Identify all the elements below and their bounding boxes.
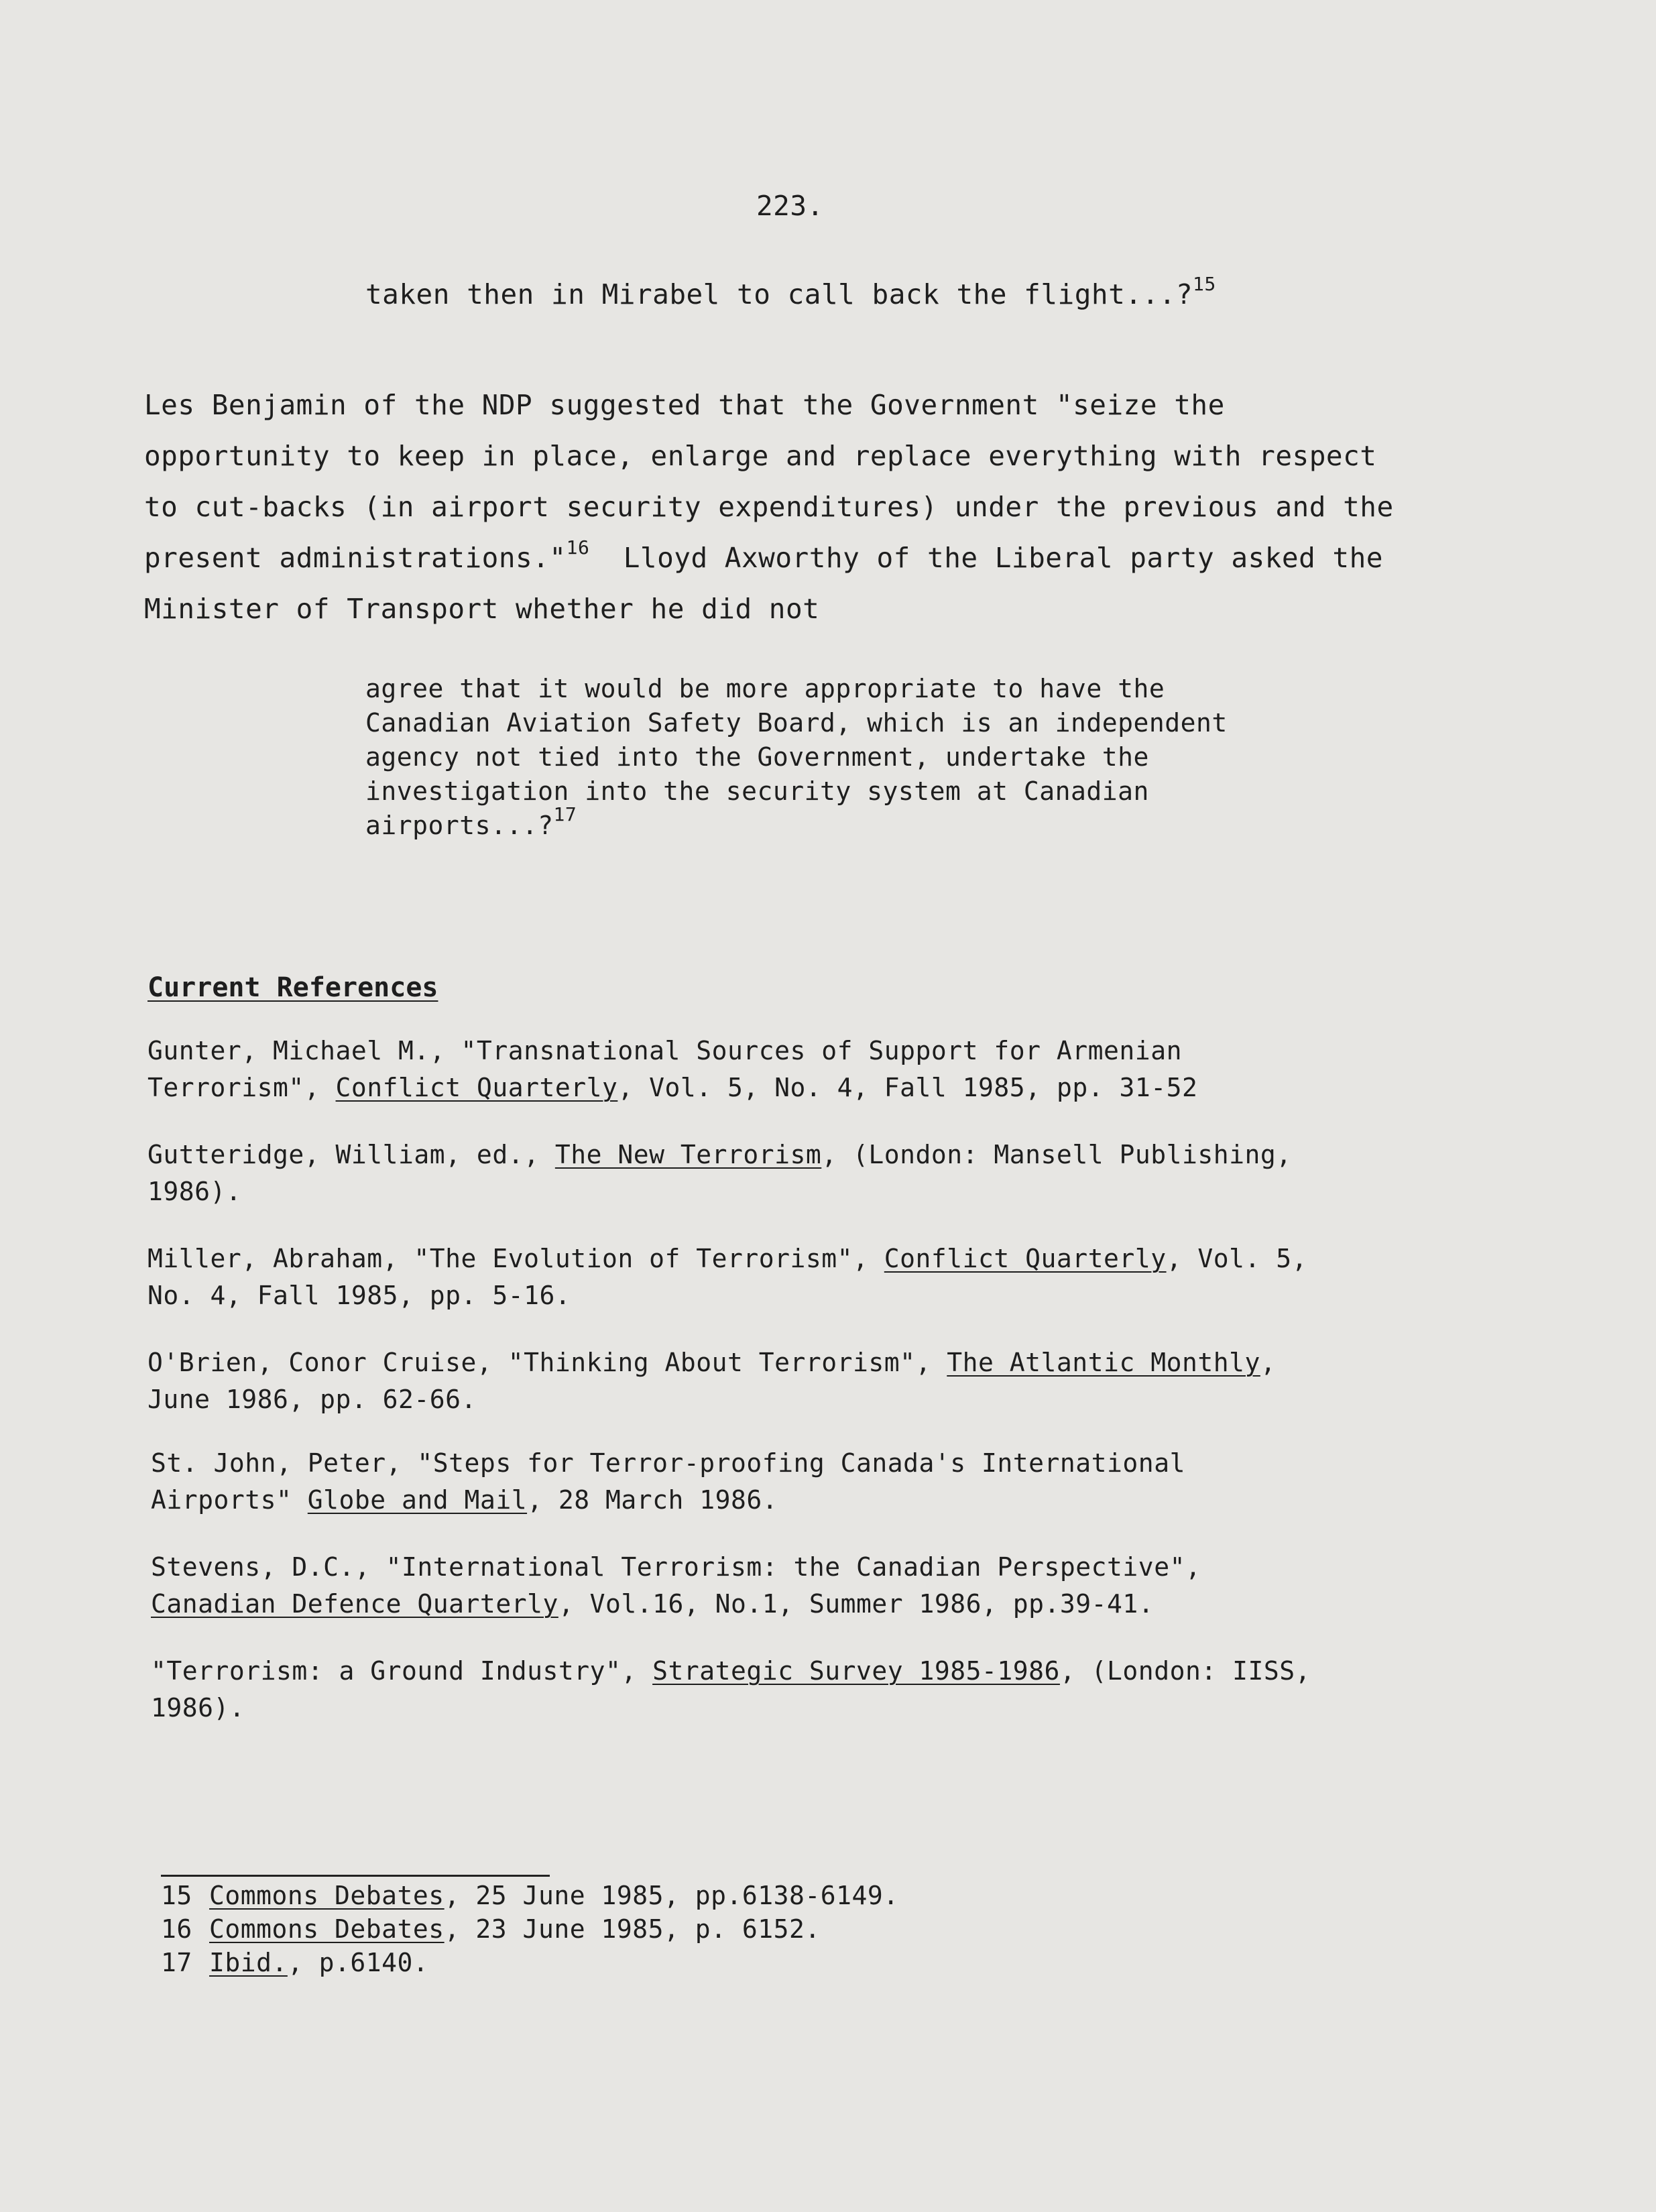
block-quote-line-3: agency not tied into the Government, undertake the xyxy=(365,742,1149,772)
ref-journal-title: Conflict Quarterly xyxy=(335,1073,618,1102)
paragraph-line-5: Minister of Transport whether he did not xyxy=(144,593,820,625)
ref-text: , 28 March 1986. xyxy=(527,1485,778,1515)
footnote-separator xyxy=(161,1875,550,1877)
reference-5-line-2 xyxy=(151,1485,778,1515)
block-quote-line-1: agree that it would be more appropriate to have the xyxy=(365,674,1165,703)
block-quote-line-5-text: airports...? xyxy=(365,811,554,840)
footnote-15 xyxy=(161,1881,899,1910)
footnote-number: 17 xyxy=(161,1948,192,1977)
ref-text: , xyxy=(1260,1348,1277,1377)
reference-1-line-2 xyxy=(147,1073,1197,1102)
reference-7-line-1 xyxy=(151,1656,1311,1686)
paragraph-line-3: to cut-backs (in airport security expenditures) under the previous and the xyxy=(144,491,1394,523)
footnote-17 xyxy=(161,1948,428,1977)
ref-journal-title: The Atlantic Monthly xyxy=(947,1348,1260,1377)
footnote-source: Ibid. xyxy=(209,1948,288,1977)
ref-book-title: The New Terrorism xyxy=(554,1140,822,1169)
footnote-ref-16: 16 xyxy=(566,536,590,559)
footnote-source: Commons Debates xyxy=(209,1914,445,1944)
ref-text: , Vol.16, No.1, Summer 1986, pp.39-41. xyxy=(558,1589,1155,1619)
ref-text: Airports" xyxy=(151,1485,308,1515)
ref-text: Miller, Abraham, "The Evolution of Terrorism", xyxy=(147,1244,884,1273)
quote-end-line xyxy=(365,273,1216,310)
ref-text: , (London: Mansell Publishing, xyxy=(821,1140,1292,1169)
reference-3-line-1 xyxy=(147,1244,1307,1273)
ref-text: , (London: IISS, xyxy=(1059,1656,1311,1686)
reference-2-line-2: 1986). xyxy=(147,1177,242,1206)
footnote-text: , p.6140. xyxy=(287,1948,429,1977)
page-number: 223. xyxy=(756,190,824,222)
ref-journal-title: Canadian Defence Quarterly xyxy=(151,1589,558,1619)
ref-text: O'Brien, Conor Cruise, "Thinking About Terrorism", xyxy=(147,1348,947,1377)
block-quote-line-4: investigation into the security system at Canadian xyxy=(365,776,1149,806)
paragraph-line-1: Les Benjamin of the NDP suggested that the Government "seize the xyxy=(144,389,1225,421)
footnote-text: , 25 June 1985, pp.6138-6149. xyxy=(444,1881,899,1910)
block-quote-line-2: Canadian Aviation Safety Board, which is an independent xyxy=(365,708,1228,738)
footnote-text: , 23 June 1985, p. 6152. xyxy=(444,1914,821,1944)
ref-journal-title: Strategic Survey 1985-1986 xyxy=(652,1656,1060,1686)
ref-text: , Vol. 5, No. 4, Fall 1985, pp. 31-52 xyxy=(617,1073,1198,1102)
ref-text: Gutteridge, William, ed., xyxy=(147,1140,555,1169)
reference-5-line-1: St. John, Peter, "Steps for Terror-proofing Canada's International xyxy=(151,1448,1185,1478)
references-heading: Current References xyxy=(147,972,438,1003)
paragraph-line-4 xyxy=(144,536,1383,574)
ref-journal-title: Conflict Quarterly xyxy=(884,1244,1167,1273)
reference-4-line-2: June 1986, pp. 62-66. xyxy=(147,1385,477,1414)
paragraph-line-4-end: Lloyd Axworthy of the Liberal party asked the xyxy=(623,542,1383,574)
ref-text: , Vol. 5, xyxy=(1166,1244,1307,1273)
footnote-number: 15 xyxy=(161,1881,192,1910)
reference-3-line-2: No. 4, Fall 1985, pp. 5-16. xyxy=(147,1281,571,1310)
footnote-ref-15: 15 xyxy=(1193,273,1216,295)
reference-7-line-2: 1986). xyxy=(151,1693,245,1723)
paragraph-line-4-start: present administrations." xyxy=(144,542,567,574)
ref-journal-title: Globe and Mail xyxy=(307,1485,528,1515)
reference-4-line-1 xyxy=(147,1348,1276,1377)
quote-end-text: taken then in Mirabel to call back the flight...? xyxy=(365,278,1193,310)
reference-1-line-1: Gunter, Michael M., "Transnational Sources of Support for Armenian xyxy=(147,1036,1182,1065)
paragraph-line-2: opportunity to keep in place, enlarge and replace everything with respect xyxy=(144,440,1377,472)
footnote-16 xyxy=(161,1914,821,1944)
footnote-ref-17: 17 xyxy=(553,803,577,825)
footnote-source: Commons Debates xyxy=(209,1881,445,1910)
ref-text: "Terrorism: a Ground Industry", xyxy=(151,1656,653,1686)
footnote-number: 16 xyxy=(161,1914,192,1944)
block-quote-line-5 xyxy=(365,803,577,840)
ref-text: Terrorism", xyxy=(147,1073,336,1102)
reference-6-line-1: Stevens, D.C., "International Terrorism: the Canadian Perspective", xyxy=(151,1552,1201,1582)
reference-2-line-1 xyxy=(147,1140,1292,1169)
reference-6-line-2 xyxy=(151,1589,1154,1619)
